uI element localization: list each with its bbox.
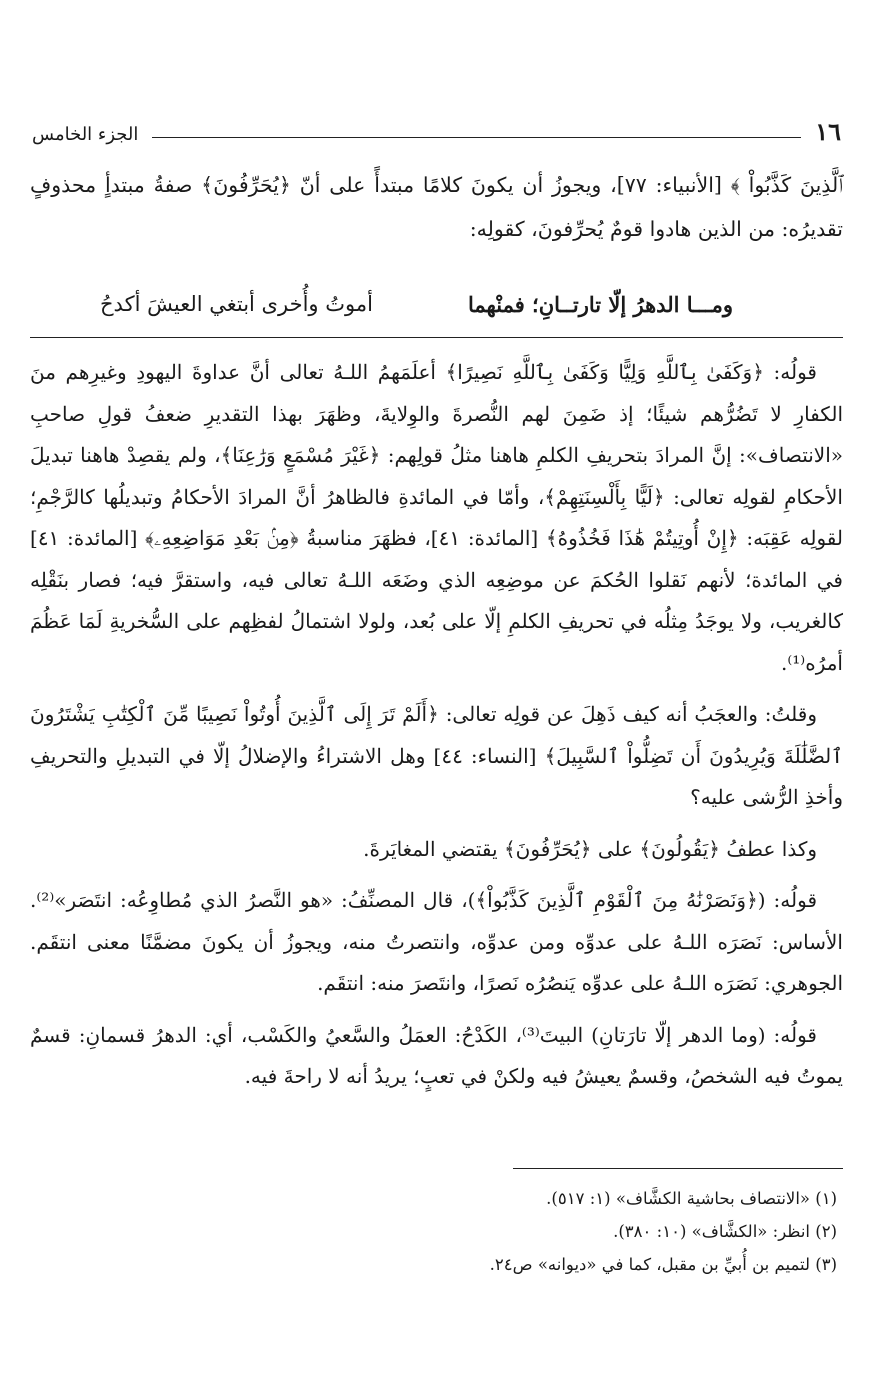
section-divider — [30, 337, 843, 338]
header-rule — [152, 137, 801, 138]
paragraph: قولُه: (وما الدهر إلّا تارَتانِ) البيتَ⁽³⁾، الكَدْحُ: العمَلُ والسَّعيُ والكَسْب، أي: الدهرُ قسمانِ: قسمٌ يموتُ فيه الشخصُ، وقسمٌ يعيشُ فيه ولكنْ في تعبٍ؛ يريدُ أنه لا راحةَ فيه. — [30, 1022, 843, 1088]
paragraph: قولُه: ﴿وَكَفَىٰ بِٱللَّهِ وَلِيًّا وَكَفَىٰ بِٱللَّهِ نَصِيرًا﴾ أعلَمَهمُ اللـهُ تعالى أنَّ عداوةَ اليهودِ وغيرِهم منَ الكفارِ لا تَضُرُّهم شيئًا؛ إذ ضَمِنَ لهم النُّصرةَ والوِلايةَ، وظهَرَ بهذا التقديرِ ضعفُ قولِ صاحبِ «الانتصاف»: إنَّ المرادَ بتحريفِ الكلمِ هاهنا مثلُ قولِهم: ﴿غَيْرَ مُسْمَعٍ وَرَٰعِنَا﴾، ولم يقصِدْ هاهنا تبديلَ الأحكامِ لقولِه تعالى: ﴿لَيًّا بِأَلْسِنَتِهِمْ﴾، وأمّا في المائدةِ فالظاهرُ أنَّ المرادَ الأحكامُ وتبديلُها كالرَّجْمِ؛ لقولِه عَقِبَه: ﴿إِنْ أُوتِيتُمْ هَٰذَا فَخُذُوهُ﴾ [المائدة: ٤١]، فظهَرَ مناسبةُ ﴿مِنۢ بَعْدِ مَوَاضِعِهِۦ﴾ [المائدة: ٤١] في المائدة؛ لأنهم نَقلوا الحُكمَ عن موضِعِه الذي وضَعَه اللـهُ تعالى فيه، واستقرَّ فيه؛ فصار بنَقْلِه كالغريب، ولا يوجَدُ مِثلُه في تحريفِ الكلمِ إلّا على بُعد، ولولا اشتمالُ لفظِهم على السُّخريةِ لَمَا عَظُمَ أمرُه⁽¹⁾. — [30, 360, 843, 675]
footnote-rule — [513, 1168, 843, 1169]
paragraph: وقلتُ: والعجَبُ أنه كيف ذَهِلَ عن قولِه تعالى: ﴿أَلَمْ تَرَ إِلَى ٱلَّذِينَ أُوتُواْ نَصِيبًا مِّنَ ٱلْكِتَٰبِ يَشْتَرُونَ ٱلضَّلَٰلَةَ وَيُرِيدُونَ أَن تَضِلُّواْ ٱلسَّبِيلَ﴾ [النساء: ٤٤] وهل الاشتراءُ والإضلالُ إلّا في التبديلِ والتحريفِ وأخذِ الرُّشى عليه؟ — [30, 702, 843, 809]
page-header — [32, 110, 841, 144]
verse-hemistich-second: أموتُ وأُخرى أبتغي العيشَ أكدحُ — [100, 292, 373, 316]
commentary-body — [30, 352, 843, 1108]
paragraph: وكذا عطفُ ﴿يَقُولُونَ﴾ على ﴿يُحَرِّفُونَ﴾ يقتضي المغايَرةَ. — [363, 836, 817, 861]
footnote-item: (٣) لتميم بن أُبيِّ بن مقبل، كما في «ديوانه» ص٢٤. — [489, 1255, 837, 1274]
verse-hemistich-first: ومـــا الدهرُ إلّا تارتــانِ؛ فمنْهما — [468, 291, 733, 317]
footnote-item: (٢) انظر: «الكشَّاف» (١٠: ٣٨٠). — [613, 1222, 837, 1241]
footnotes — [30, 1182, 837, 1281]
poetry-verse — [100, 282, 733, 326]
footnote-item: (١) «الانتصاف بحاشية الكشَّاف» (١: ٥١٧). — [546, 1189, 837, 1208]
carryover-text: ﭐﻟَّﺬِﻳﻦَ ﻛَﺬَّﺑُﻮﺍْ ﴾ [الأنبياء: ٧٧]، ويجوزُ أن يكونَ كلامًا مبتدأً على أنّ ﴿يُحَرِّفُونَ﴾ صفةُ مبتدأٍ محذوفٍ تقديرُه: من الذين هادوا قومٌ يُحرِّفونَ، كقولِه: — [30, 173, 843, 241]
part-title: الجزء الخامس — [32, 124, 139, 145]
paragraph: قولُه: (﴿وَنَصَرْنَٰهُ مِنَ ٱلْقَوْمِ ٱلَّذِينَ كَذَّبُواْ﴾)، قال المصنِّفُ: «هو النَّصرُ الذي مُطاوِعُه: انتَصَر»⁽²⁾. الأساس: نَصَرَه اللـهُ على عدوِّه ومن عدوِّه، وانتصرتُ منه، ويجوزُ أن يكونَ مضمَّنًا معنى انتقَم. الجوهري: نَصَرَه اللـهُ على عدوِّه يَنصُرُه نَصرًا، وانتَصرَ منه: انتقَم. — [30, 888, 843, 995]
page-number: ١٦ — [815, 117, 841, 146]
